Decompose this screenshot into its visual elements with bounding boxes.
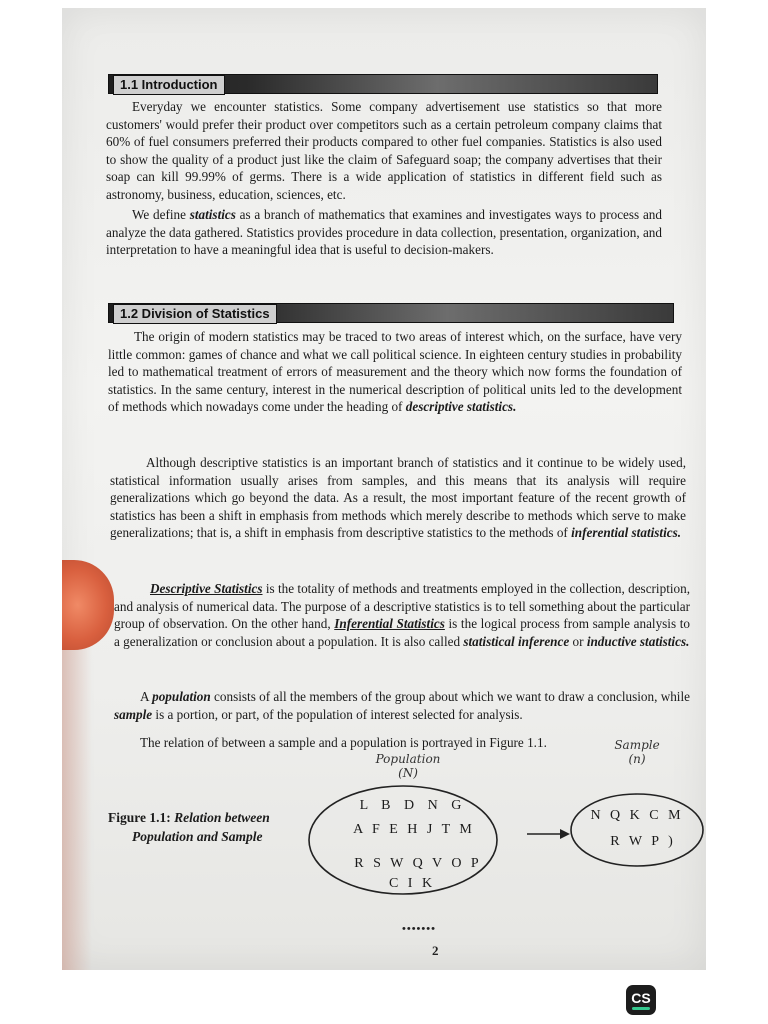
division-paragraph-3: Descriptive Statistics is the totality of methods and treatments employed in the collection, description, and analysis of numerical data. The purpose of a descriptive statistics is to tell something about the particular group of observation. On the other hand, Inferential Statistics is the logical process from sample analysis to a generalization or conclusion about a population. It is also called statistical inference or inductive statistics. (114, 581, 691, 649)
population-row-2: A F E H J T M (353, 822, 475, 837)
finger-shadow (62, 640, 92, 970)
population-row-3: R S W Q V O P (354, 856, 482, 871)
sample-row-2: R W P ) (610, 834, 676, 849)
section-heading-division-of-statistics: 1.2 Division of Statistics (113, 304, 277, 324)
term-descriptive-statistics-def: Descriptive Statistics (150, 581, 263, 596)
population-row-4: C I K (388, 876, 436, 891)
sample-ellipse (571, 794, 703, 866)
term-sample: sample (114, 706, 153, 722)
term-population: population (152, 689, 211, 704)
population-row-1: L B D N G (359, 798, 467, 813)
population-symbol: (N) (398, 766, 418, 780)
intro-paragraph-2: We define statistics as a branch of mathematics that examines and investigates ways to process and analyze the data gathered. Statistics provides procedure in data collection, presentation, organization, and interpretation to have a meaningful idea that is useful to decision-makers. (106, 207, 662, 258)
page-number: 2 (432, 943, 439, 958)
section-heading-bar (108, 74, 658, 94)
term-statistics: statistics (189, 207, 236, 222)
division-paragraph-1: The origin of modern statistics may be traced to two areas of interest which, on the surface, have very little common: games of chance and what we call political science. In eighteen century studies in probability led to mathematical treatment of errors of measurement and the theory which now forms the foundation of statistics. In the same century, interest in the numerical description of political units led to the development of methods which nowadays come under the heading of descriptive statistics. (108, 329, 682, 415)
term-statistical-inference: statistical inference (463, 633, 570, 649)
figure-caption: Figure 1.1: Relation between Population and Sample (108, 810, 270, 844)
term-inductive-statistics: inductive statistics. (586, 633, 690, 649)
division-paragraph-2: Although descriptive statistics is an important branch of statistics and it continue to be widely used, statistical information usually arises from samples, and this means that its analysis will require generalizations which go beyond the data. As a result, the most important feature of the recent growth of statistics has been a shift in emphasis from methods which merely describe to methods which serve to make generalizations; that is, a shift in emphasis from descriptive statistics to the methods of inferential statistics. (110, 455, 686, 541)
sample-row-1: N Q K C M (590, 808, 684, 823)
term-descriptive-statistics: descriptive statistics. (405, 399, 517, 415)
section-heading-introduction: 1.1 Introduction (113, 75, 225, 95)
relation-arrow-head (560, 829, 570, 839)
document-page (62, 8, 706, 970)
term-inferential-statistics: inferential statistics. (571, 525, 682, 541)
sample-symbol: (n) (628, 752, 646, 766)
population-label: Population (N) (375, 752, 441, 780)
section-heading-bar (108, 303, 674, 323)
sample-label: Sample (n) (614, 738, 660, 766)
division-paragraph-4: A population consists of all the members of the group about which we want to draw a conclusion, while sample is a portion, or part, of the population of interest selected for analysis. (114, 689, 690, 722)
division-paragraph-5: The relation of between a sample and a population is portrayed in Figure 1.1. (140, 735, 547, 750)
page-dots: ••••••• (402, 923, 436, 935)
intro-paragraph-1: Everyday we encounter statistics. Some company advertisement use statistics so that more customers' would prefer their product over competitors such as a certain petroleum company claims that 60% of fuel consumers preferred their products compared to other fuel companies. Statistics is also used to show the quality of a product just like the claim of Safeguard soap; the company advertises that their soap can kill 99.99% of germs. There is a wide application of statistics in different field such as astronomy, business, education, sciences, etc. (106, 99, 662, 202)
term-inferential-statistics-def: Inferential Statistics (334, 616, 445, 632)
camscanner-logo: CS (626, 985, 656, 1015)
